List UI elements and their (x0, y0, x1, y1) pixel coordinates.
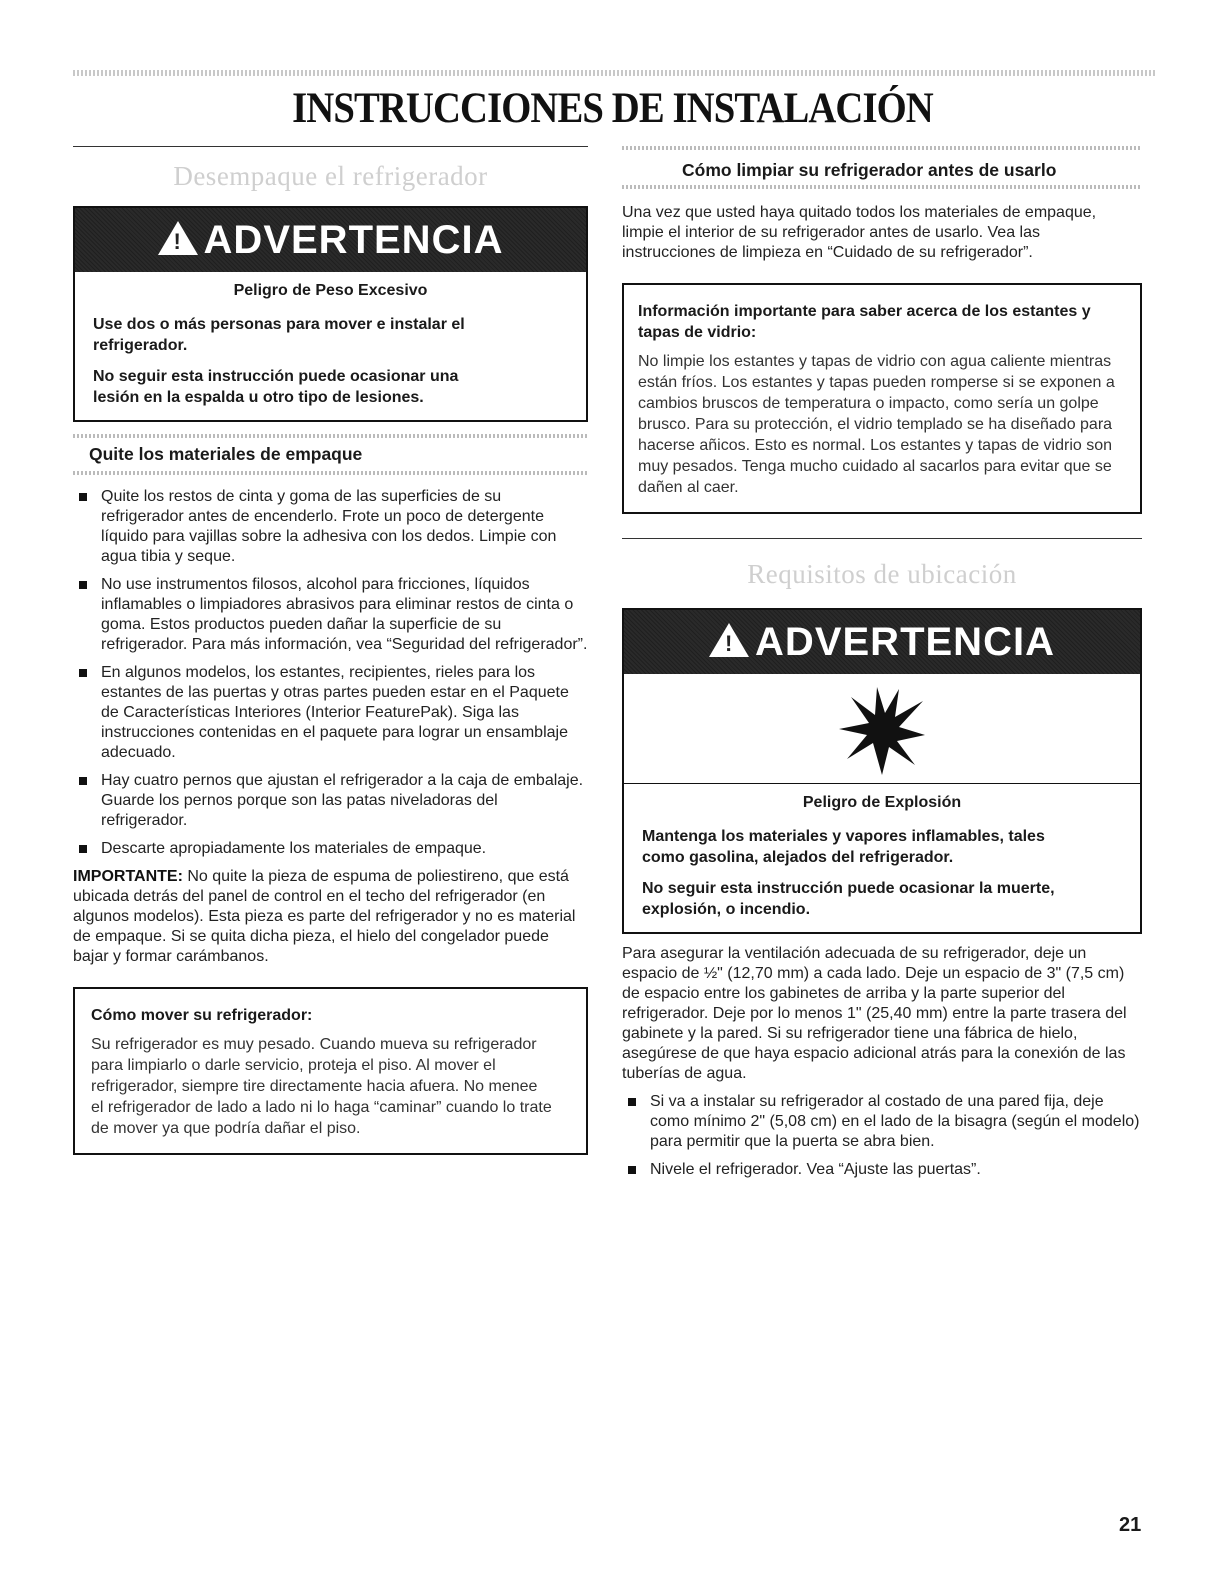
warning-header (624, 610, 1140, 674)
warning-text: Mantenga los materiales y vapores inflamables, tales como gasolina, alejados del refrigerador. (642, 828, 1045, 866)
list-item: Nivele el refrigerador. Vea “Ajuste las puertas”. (622, 1160, 1142, 1180)
section-title-unpack: Desempaque el refrigerador (173, 161, 488, 191)
list-item: Descarte apropiadamente los materiales de empaque. (73, 839, 588, 859)
subsection-rule (73, 471, 588, 475)
glass-text: No limpie los estantes y tapas de vidrio con agua caliente mientras están fríos. Los estantes y tapas pueden romperse si se exponen a cambios bruscos de temperatura o impacto, como sería un golpe brusco. Para su protección, el vidrio templado se ha diseñado para hacerse añicos. Esto es normal. Los estantes y tapas de vidrio son muy pesados. Tenga mucho cuidado al sacarlos para evitar que se dañen al caer. (638, 353, 1115, 496)
top-dotted-rule (73, 70, 1156, 76)
warning-label: ADVERTENCIA (755, 619, 1055, 664)
glass-info-box (622, 283, 1142, 514)
list-item: No use instrumentos filosos, alcohol para fricciones, líquidos inflamables o limpiadores abrasivos para eliminar restos de cinta o goma. Estos productos pueden dañar la superficie de su refrigerador. Para más información, vea “Seguridad del refrigerador”. (73, 575, 588, 655)
section-rule (622, 538, 1142, 539)
location-list (622, 1092, 1142, 1180)
weight-warning-box (73, 206, 588, 422)
packing-list (73, 487, 588, 859)
subsection-rule (622, 185, 1142, 189)
left-column (73, 146, 588, 1155)
list-item: Quite los restos de cinta y goma de las superficies de su refrigerador antes de encenderlo. Frote un poco de detergente líquido para vajillas sobre la adhesiva con los dedos. Limpie con agua tibia y seque. (73, 487, 588, 567)
warning-subtitle: Peligro de Explosión (802, 794, 962, 811)
list-item: En algunos modelos, los estantes, recipientes, rieles para los estantes de las puertas y otras partes pueden estar en el Paquete de Características Interiores (Interior FeaturePak). Siga las instrucciones contenidas en el paquete para lograr un ensamblaje adecuado. (73, 663, 588, 763)
warning-triangle-icon (709, 623, 749, 657)
packing-heading: Quite los materiales de empaque (89, 444, 363, 464)
important-text: No quite la pieza de espuma de poliestireno, que está ubicada detrás del panel de control en el techo del refrigerador (en algunos modelos). Esta pieza es parte del refrigerador y no es material de empaque. Si se quita dicha pieza, el hielo del congelador puede bajar y formar carámbanos. (73, 868, 576, 965)
cleaning-text: Una vez que usted haya quitado todos los materiales de empaque, limpie el interior de su refrigerador antes de usarlo. Vea las instrucciones de limpieza en “Cuidado de su refrigerador”. (622, 204, 1097, 261)
warning-subtitle: Peligro de Peso Excesivo (233, 282, 428, 299)
page-title: INSTRUCCIONES DE INSTALACIÓN (292, 85, 933, 132)
explosion-icon (624, 674, 1140, 784)
section-title-location: Requisitos de ubicación (747, 559, 1017, 589)
important-label: IMPORTANTE: (73, 868, 183, 885)
glass-title: Información importante para saber acerca de los estantes y tapas de vidrio: (638, 303, 1091, 341)
section-rule (73, 146, 588, 147)
warning-header (75, 208, 586, 272)
warning-body (75, 272, 586, 420)
moving-info-box (73, 987, 588, 1155)
warning-label: ADVERTENCIA (203, 217, 504, 262)
warning-text: Use dos o más personas para mover e instalar el refrigerador. (93, 316, 465, 354)
moving-text: Su refrigerador es muy pesado. Cuando mueva su refrigerador para limpiarlo o darle servicio, proteja el piso. Al mover el refrigerador, siempre tire directamente hacia afuera. No menee el refrigerador de lado a lado ni lo haga “caminar” cuando lo trate de mover ya que podría dañar el piso. (91, 1036, 552, 1137)
location-text: Para asegurar la ventilación adecuada de su refrigerador, deje un espacio de ½" (12,70 mm) a cada lado. Deje un espacio de 3" (7,5 cm) de espacio entre los gabinetes de arriba y la parte superior del refrigerador. Deje por lo menos 1" (25,40 mm) entre la parte trasera del gabinete y la pared. Si su refrigerador tiene una fábrica de hielo, asegúrese de que haya espacio adicional atrás para la conexión de las tuberías de agua. (622, 945, 1127, 1082)
cleaning-heading: Cómo limpiar su refrigerador antes de usarlo (682, 160, 1057, 180)
list-item: Si va a instalar su refrigerador al costado de una pared fija, deje como mínimo 2" (5,08 cm) en el lado de la bisagra (según el modelo) para permitir que la puerta se abra bien. (622, 1092, 1142, 1152)
warning-consequence: No seguir esta instrucción puede ocasionar la muerte, explosión, o incendio. (642, 880, 1055, 918)
warning-body (624, 784, 1140, 932)
important-note (73, 867, 588, 967)
right-column (622, 146, 1142, 1188)
page-number: 21 (1119, 1514, 1142, 1536)
warning-triangle-icon (158, 221, 198, 255)
moving-title: Cómo mover su refrigerador: (91, 1007, 313, 1024)
list-item: Hay cuatro pernos que ajustan el refrigerador a la caja de embalaje. Guarde los pernos porque son las patas niveladoras del refrigerador. (73, 771, 588, 831)
warning-consequence: No seguir esta instrucción puede ocasionar una lesión en la espalda u otro tipo de lesiones. (93, 368, 459, 406)
explosion-warning-box (622, 608, 1142, 934)
